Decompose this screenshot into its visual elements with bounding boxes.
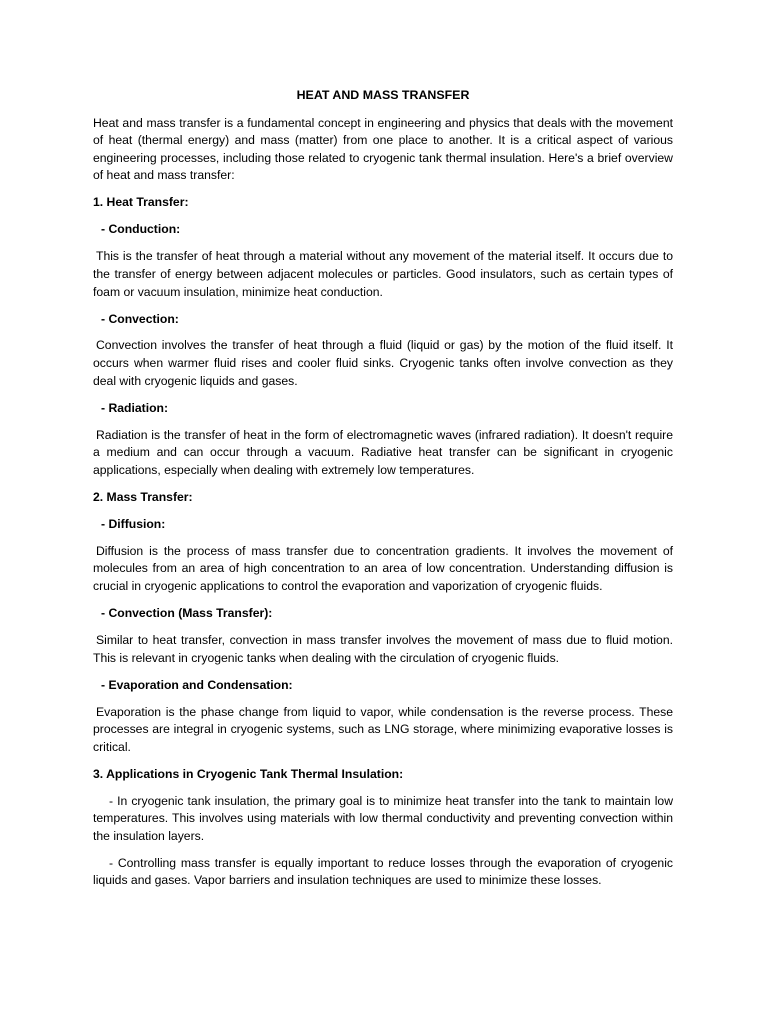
intro-paragraph: Heat and mass transfer is a fundamental concept in engineering and physics that deals with the movement of heat (thermal energy) and mass (matter) from one place to another. It is a critical aspect of various engineering processes, including those related to cryogenic tank thermal insulation. Here's a brief overview of heat and mass transfer: — [93, 115, 673, 183]
paragraph-convection: Convection involves the transfer of heat through a fluid (liquid or gas) by the motion of the fluid itself. It occurs when warmer fluid rises and cooler fluid sinks. Cryogenic tanks often involve convection as they deal with cryogenic liquids and gases. — [93, 338, 673, 388]
paragraph-diffusion: Diffusion is the process of mass transfer due to concentration gradients. It involves the movement of molecules from an area of high concentration to an area of low concentration. Understanding diffusion is crucial in cryogenic applications to control the evaporation and vaporization of cryogenic fluids. — [93, 543, 673, 593]
paragraph-radiation: Radiation is the transfer of heat in the form of electromagnetic waves (infrared radiation). It doesn't require a medium and can occur through a vacuum. Radiative heat transfer can be significant in cryogenic applications, especially when dealing with extremely low temperatures. — [93, 427, 673, 477]
section-heading-mass-transfer: 2. Mass Transfer: — [93, 489, 193, 504]
section-heading-applications: 3. Applications in Cryogenic Tank Thermal Insulation: — [93, 766, 404, 781]
subsection-heading-diffusion: - Diffusion: — [101, 516, 166, 531]
subsection-heading-conduction: - Conduction: — [101, 222, 181, 237]
subsection-heading-mass-convection: - Convection (Mass Transfer): — [101, 605, 273, 620]
paragraph-conduction: This is the transfer of heat through a material without any movement of the material itself. It occurs due to the transfer of energy between adjacent molecules or particles. Good insulators, such as certain types of foam or vacuum insulation, minimize heat conduction. — [93, 249, 673, 299]
section-heading-heat-transfer: 1. Heat Transfer: — [93, 195, 189, 210]
subsection-heading-convection: - Convection: — [101, 311, 179, 326]
subsection-heading-evaporation: - Evaporation and Condensation: — [101, 677, 293, 692]
paragraph-mass-convection: Similar to heat transfer, convection in mass transfer involves the movement of mass due to fluid motion. This is relevant in cryogenic tanks when dealing with the circulation of cryogenic fluids. — [93, 632, 673, 665]
paragraph-application-mass: - Controlling mass transfer is equally important to reduce losses through the evaporation of cryogenic liquids and gases. Vapor barriers and insulation techniques are used to minimize these losses. — [93, 855, 673, 888]
document-page — [93, 87, 673, 899]
paragraph-evaporation: Evaporation is the phase change from liquid to vapor, while condensation is the reverse process. These processes are integral in cryogenic systems, such as LNG storage, where minimizing evaporative losses is critical. — [93, 704, 673, 754]
paragraph-application-heat: - In cryogenic tank insulation, the primary goal is to minimize heat transfer into the tank to maintain low temperatures. This involves using materials with low thermal conductivity and preventing convection within the insulation layers. — [93, 793, 673, 843]
subsection-heading-radiation: - Radiation: — [101, 400, 169, 415]
document-title: HEAT AND MASS TRANSFER — [296, 88, 470, 102]
